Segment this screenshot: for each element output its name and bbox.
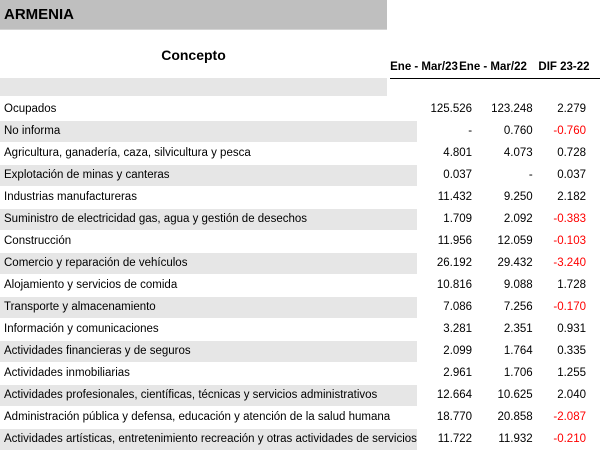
concept-cell: Transporte y almacenamiento xyxy=(0,296,417,318)
table-row xyxy=(0,274,600,296)
difference-cell: -3.240 xyxy=(553,257,586,269)
value-2022-cell: 0.760 xyxy=(503,125,533,137)
difference-cell: -0.170 xyxy=(553,301,586,313)
value-2023-cell: 4.801 xyxy=(443,147,473,159)
concept-cell: Explotación de minas y canteras xyxy=(0,164,417,186)
spacer-row xyxy=(0,78,600,96)
table-row xyxy=(0,318,600,340)
value-2022-cell: 1.706 xyxy=(503,367,533,379)
difference-cell: 0.335 xyxy=(557,345,586,357)
value-2022-cell: 9.250 xyxy=(503,191,533,203)
difference-cell: -0.210 xyxy=(553,433,586,445)
concept-header: Concepto xyxy=(161,47,226,63)
difference-cell: -0.760 xyxy=(553,125,586,137)
value-2023-cell: 0.037 xyxy=(443,169,473,181)
table-title: ARMENIA xyxy=(0,0,387,30)
concept-cell: No informa xyxy=(0,120,417,142)
concept-cell: Comercio y reparación de vehículos xyxy=(0,252,417,274)
column-header-ene-mar-23: Ene - Mar/23 xyxy=(390,61,458,79)
table-row xyxy=(0,120,600,142)
value-2023-cell: 10.816 xyxy=(436,279,473,291)
column-header-dif: DIF 23-22 xyxy=(528,61,600,79)
table-row xyxy=(0,384,600,406)
value-2023-cell: 125.526 xyxy=(430,103,473,115)
concept-cell: Industrias manufactureras xyxy=(0,186,417,208)
value-2022-cell: 12.059 xyxy=(497,235,533,247)
concept-cell: Administración pública y defensa, educación y atención de la salud humana xyxy=(0,406,417,428)
table-row xyxy=(0,362,600,384)
data-table xyxy=(0,98,600,451)
value-2022-cell: 2.351 xyxy=(503,323,533,335)
table-row xyxy=(0,296,600,318)
value-2023-cell: 26.192 xyxy=(436,257,473,269)
table-row xyxy=(0,252,600,274)
table-row xyxy=(0,208,600,230)
value-2022-cell: 10.625 xyxy=(497,389,533,401)
value-2023-cell: 2.961 xyxy=(443,367,473,379)
concept-cell: Actividades financieras y de seguros xyxy=(0,340,417,362)
concept-cell: Actividades artísticas, entretenimiento recreación y otras actividades de servicios xyxy=(0,428,417,450)
concept-cell: Suministro de electricidad gas, agua y gestión de desechos xyxy=(0,208,417,230)
table-row xyxy=(0,98,600,120)
value-2023-cell: 3.281 xyxy=(443,323,473,335)
table-body xyxy=(0,98,600,450)
difference-cell: 2.040 xyxy=(557,389,586,401)
value-2022-cell: 123.248 xyxy=(491,103,533,115)
value-2023-cell: 18.770 xyxy=(436,411,473,423)
value-2023-cell: - xyxy=(468,125,473,137)
value-2023-cell: 11.722 xyxy=(437,433,473,445)
value-2022-cell: 29.432 xyxy=(497,257,533,269)
concept-cell: Agricultura, ganadería, caza, silvicultura y pesca xyxy=(0,142,417,164)
value-2022-cell: 11.932 xyxy=(498,433,533,445)
difference-cell: 1.255 xyxy=(557,367,586,379)
difference-cell: -0.103 xyxy=(553,235,586,247)
value-2023-cell: 7.086 xyxy=(443,301,473,313)
table-row xyxy=(0,186,600,208)
value-2023-cell: 12.664 xyxy=(436,389,473,401)
difference-cell: 0.037 xyxy=(557,169,586,181)
concept-cell: Actividades profesionales, científicas, técnicas y servicios administrativos xyxy=(0,384,417,406)
difference-cell: 2.279 xyxy=(557,103,586,115)
concept-cell: Alojamiento y servicios de comida xyxy=(0,274,417,296)
value-2023-cell: 1.709 xyxy=(443,213,473,225)
table-row xyxy=(0,142,600,164)
value-2023-cell: 2.099 xyxy=(443,345,473,357)
difference-cell: 0.931 xyxy=(557,323,586,335)
difference-cell: 0.728 xyxy=(557,147,586,159)
concept-cell: Información y comunicaciones xyxy=(0,318,417,340)
difference-cell: -0.383 xyxy=(553,213,586,225)
concept-cell: Ocupados xyxy=(0,98,417,120)
concept-cell: Construcción xyxy=(0,230,417,252)
value-2022-cell: 4.073 xyxy=(503,147,533,159)
value-2022-cell: 1.764 xyxy=(503,345,533,357)
table-row xyxy=(0,406,600,428)
difference-cell: -2.087 xyxy=(553,411,586,423)
value-2022-cell: - xyxy=(528,169,533,181)
spacer-cell xyxy=(0,78,387,96)
column-header-ene-mar-22: Ene - Mar/22 xyxy=(458,61,528,79)
value-2022-cell: 20.858 xyxy=(497,411,533,423)
value-2023-cell: 11.956 xyxy=(437,235,473,247)
table-row xyxy=(0,428,600,450)
table-row xyxy=(0,230,600,252)
value-2022-cell: 2.092 xyxy=(503,213,533,225)
concept-cell: Actividades inmobiliarias xyxy=(0,362,417,384)
value-2022-cell: 9.088 xyxy=(503,279,533,291)
value-2022-cell: 7.256 xyxy=(503,301,533,313)
table-row xyxy=(0,340,600,362)
value-2023-cell: 11.432 xyxy=(437,191,473,203)
table-row xyxy=(0,164,600,186)
difference-cell: 1.728 xyxy=(557,279,586,291)
difference-cell: 2.182 xyxy=(557,191,586,203)
